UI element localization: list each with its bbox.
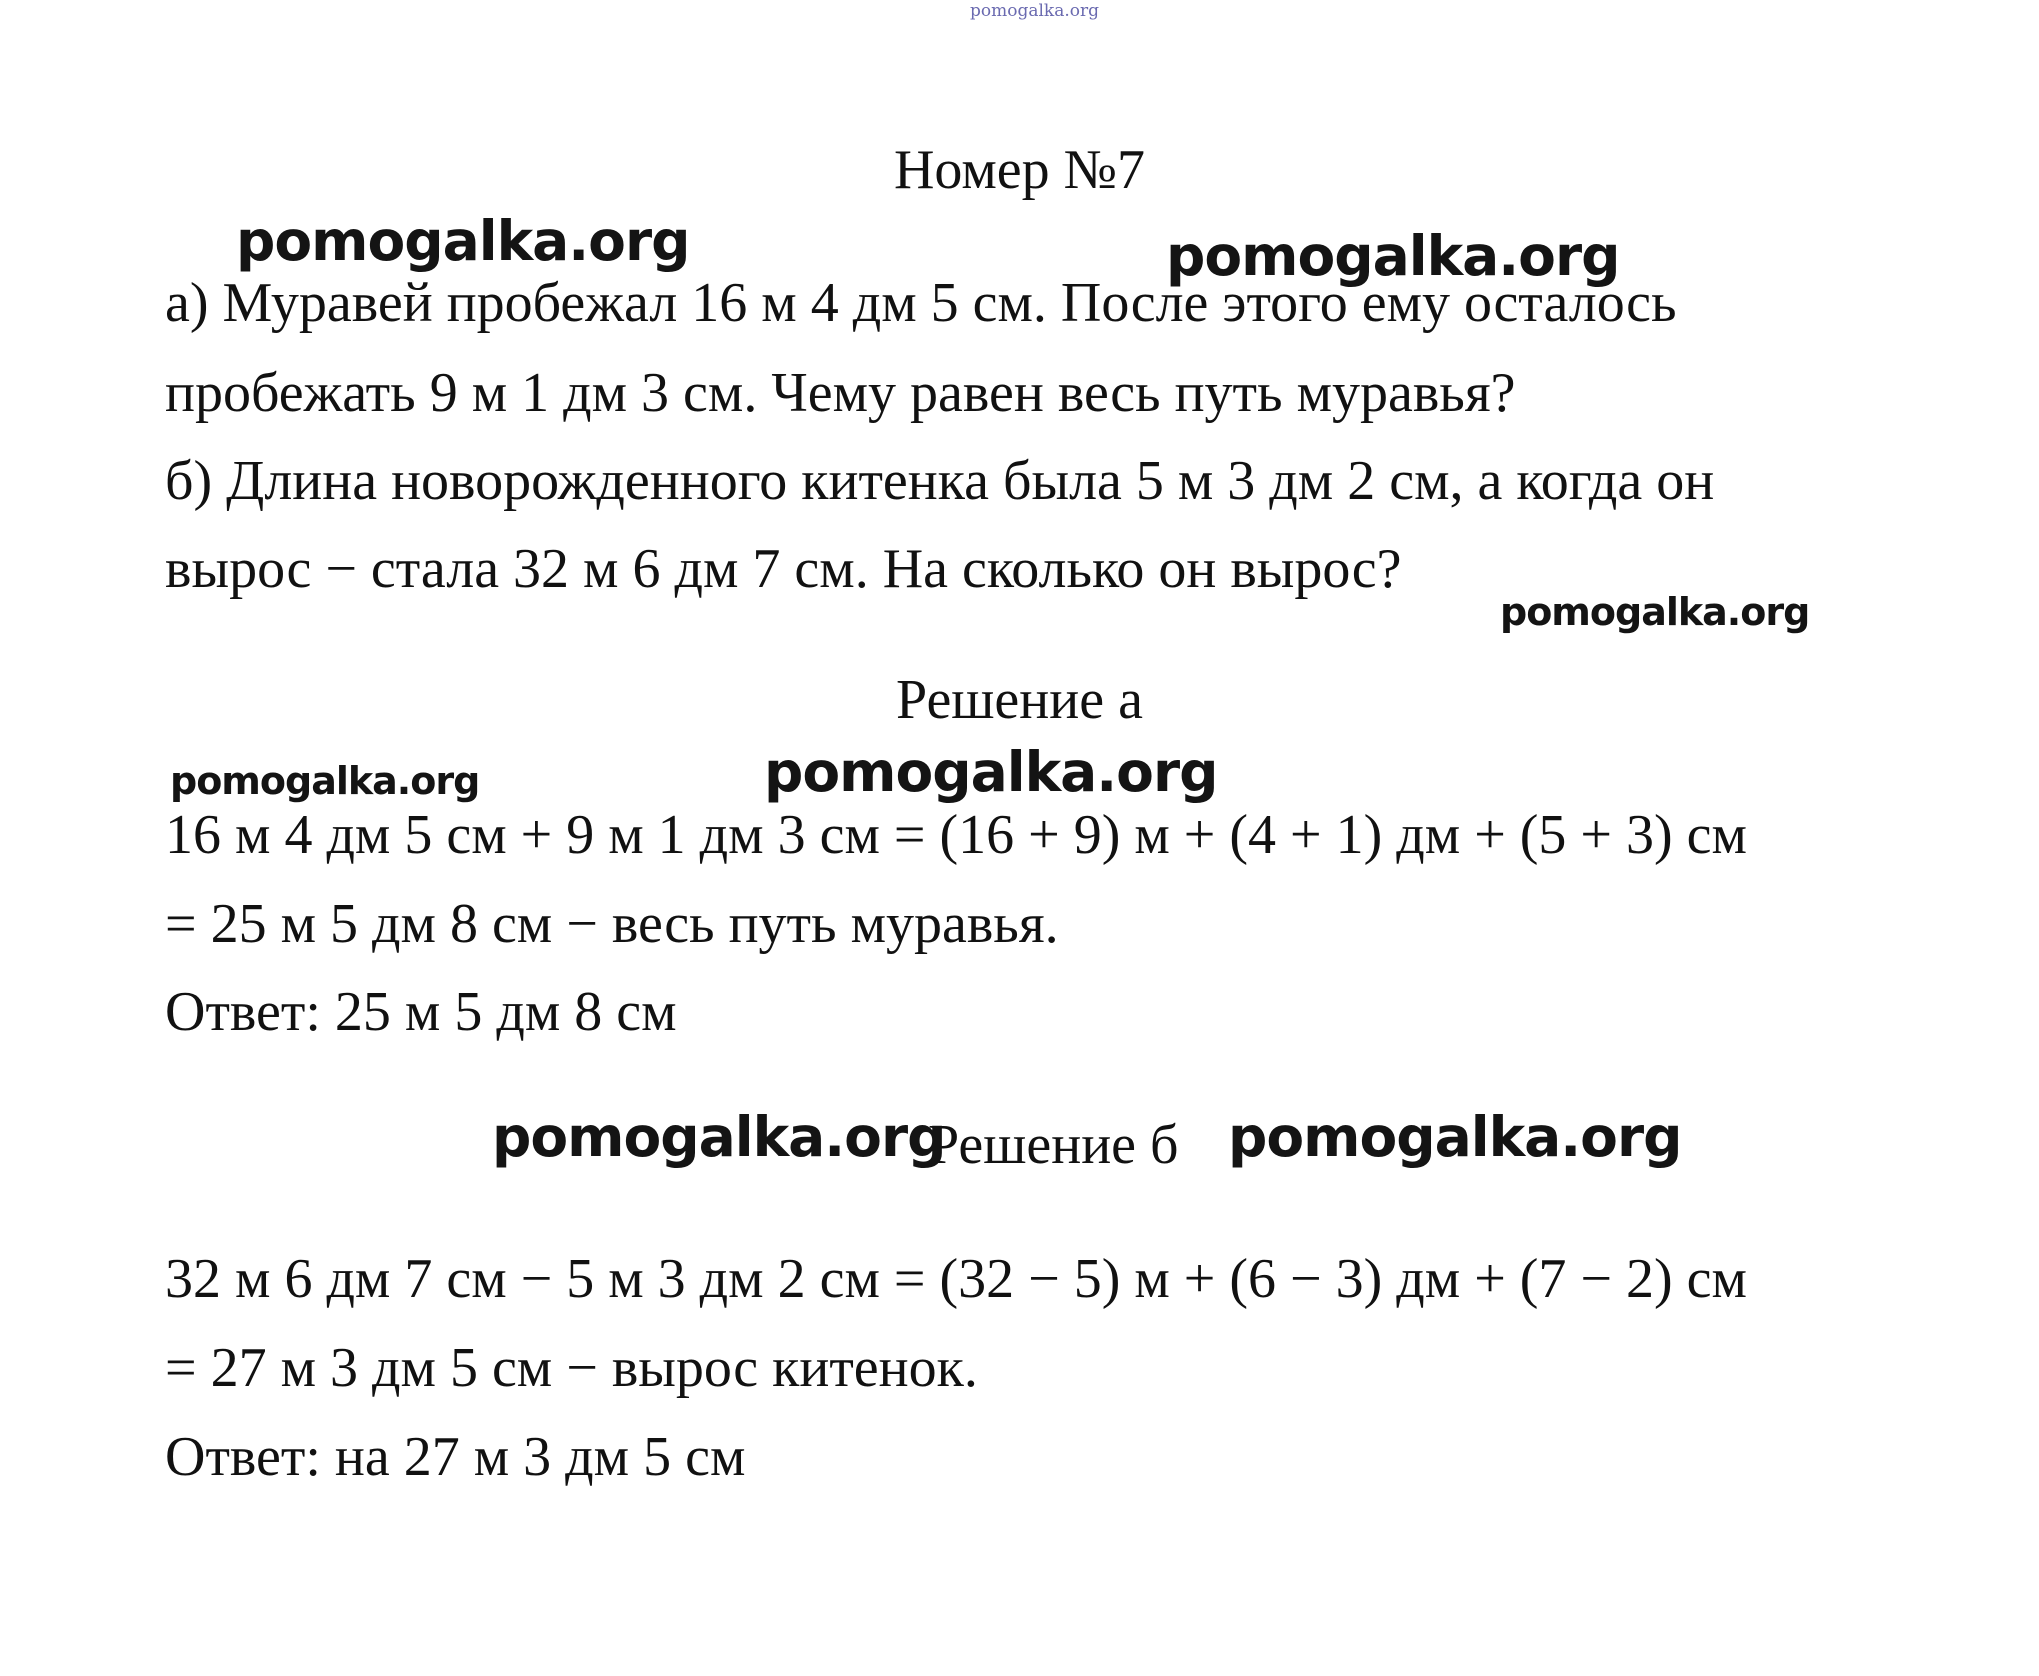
solution-b-heading: Решение б xyxy=(928,1114,1179,1176)
watermark: pomogalka.org xyxy=(1500,590,1810,634)
watermark: pomogalka.org xyxy=(492,1105,946,1169)
solution-a-line-2: = 25 м 5 дм 8 см − весь путь муравья. xyxy=(165,893,1059,955)
problem-a-line-1: а) Муравей пробежал 16 м 4 дм 5 см. После этого ему осталось xyxy=(165,272,1677,334)
solution-a-heading: Решение а xyxy=(896,669,1143,731)
watermark: pomogalka.org xyxy=(764,740,1218,804)
solution-b-line-2: = 27 м 3 дм 5 см − вырос китенок. xyxy=(165,1337,978,1399)
problem-b-line-1: б) Длина новорожденного китенка была 5 м 3 дм 2 см, а когда он xyxy=(165,450,1715,512)
problem-b-line-2: вырос − стала 32 м 6 дм 7 см. На сколько он вырос? xyxy=(165,538,1402,600)
solution-a-line-1: 16 м 4 дм 5 см + 9 м 1 дм 3 см = (16 + 9) м + (4 + 1) дм + (5 + 3) см xyxy=(165,804,1747,866)
solution-b-line-1: 32 м 6 дм 7 см − 5 м 3 дм 2 см = (32 − 5) м + (6 − 3) дм + (7 − 2) см xyxy=(165,1248,1747,1310)
watermark: pomogalka.org xyxy=(1166,224,1620,288)
watermark: pomogalka.org xyxy=(1228,1105,1682,1169)
watermark: pomogalka.org xyxy=(170,759,480,803)
problem-a-line-2: пробежать 9 м 1 дм 3 см. Чему равен весь путь муравья? xyxy=(165,362,1516,424)
watermark-top: pomogalka.org xyxy=(970,1,1100,21)
watermark: pomogalka.org xyxy=(236,209,690,273)
solution-b-answer: Ответ: на 27 м 3 дм 5 см xyxy=(165,1426,746,1488)
page-title: Номер №7 xyxy=(893,139,1146,201)
solution-a-answer: Ответ: 25 м 5 дм 8 см xyxy=(165,981,677,1043)
